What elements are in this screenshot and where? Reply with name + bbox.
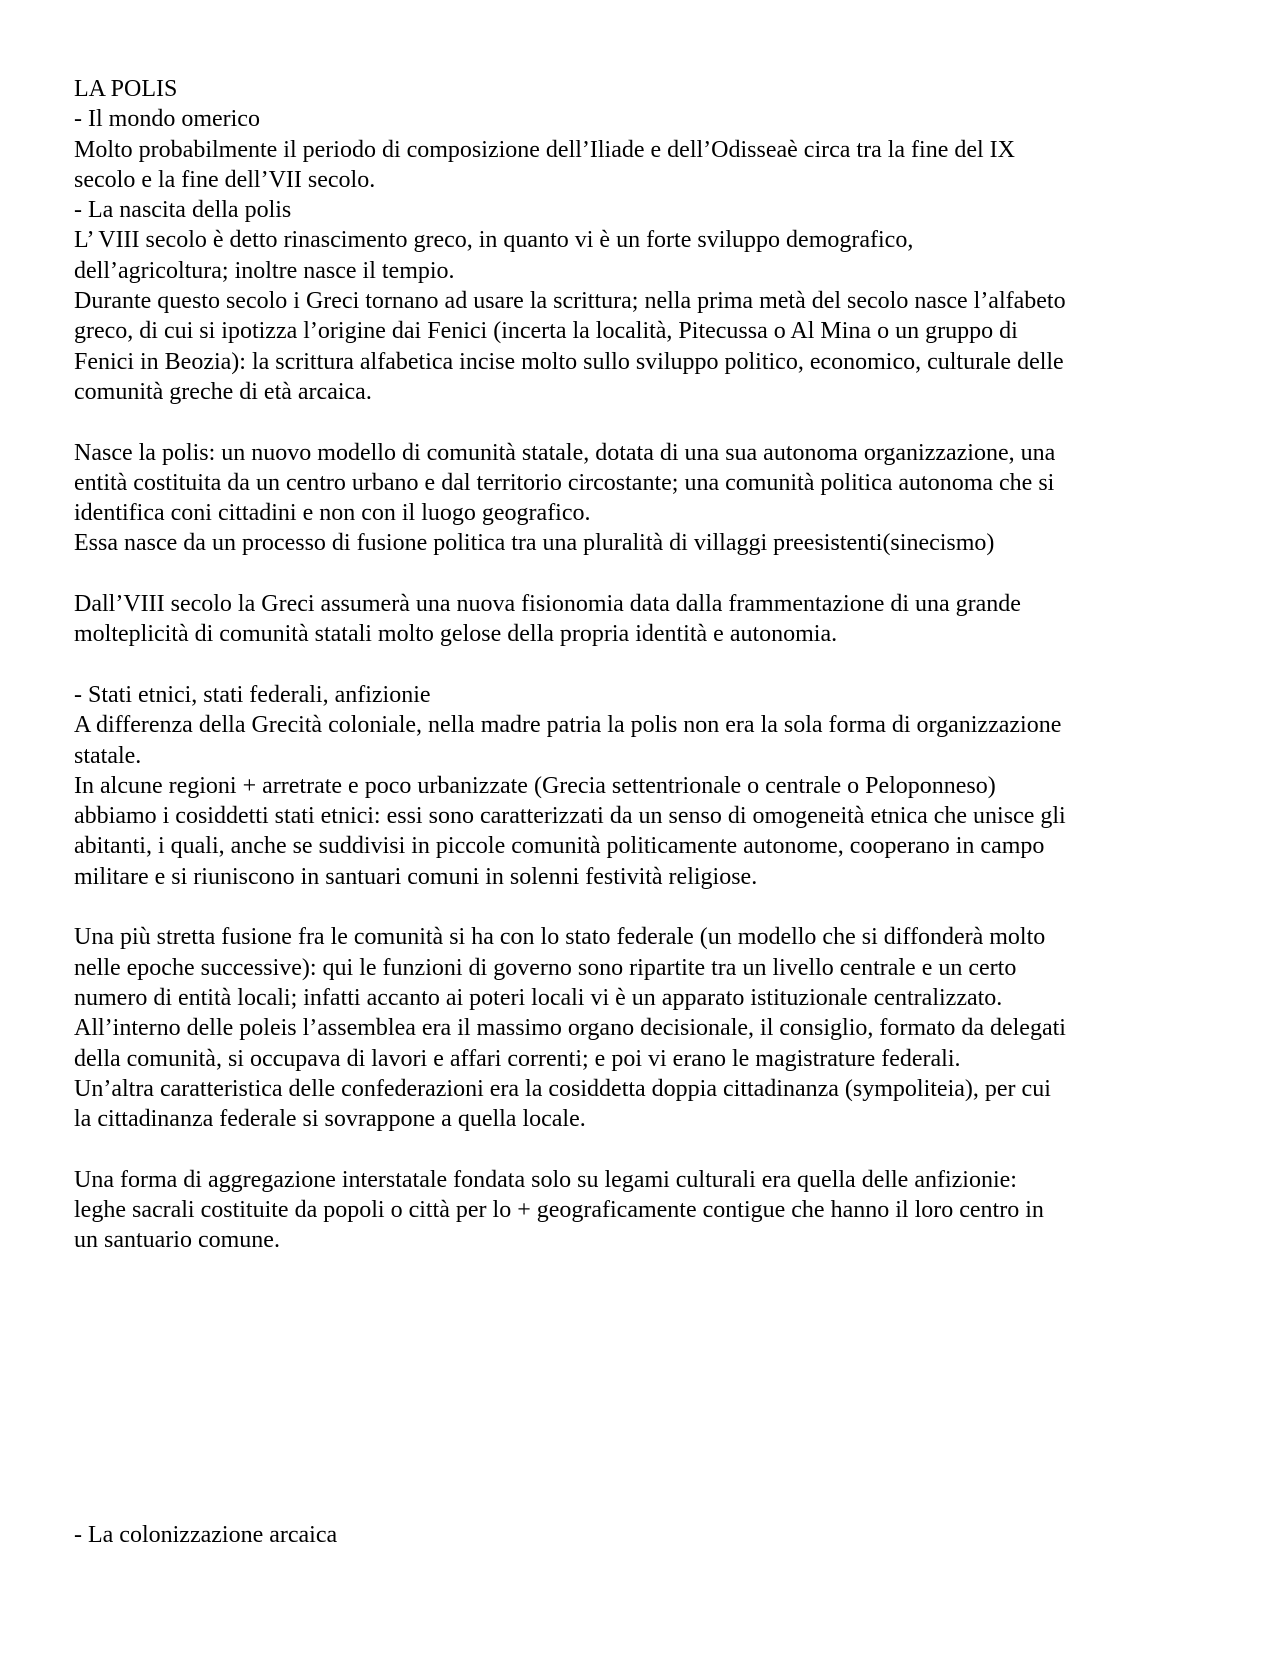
paragraph (74, 771, 1214, 892)
paragraph (74, 135, 1214, 196)
text-line: All’interno delle poleis l’assemblea era il massimo organo decisionale, il consiglio, formato da delegati (74, 1015, 1066, 1042)
text-line: nelle epoche successive): qui le funzioni di governo sono ripartite tra un livello centrale e un certo (74, 954, 1017, 981)
paragraph (74, 589, 1214, 650)
paragraph (74, 286, 1214, 407)
section-heading-stati-etnici: - Stati etnici, stati federali, anfizionie (74, 681, 431, 708)
text-line: leghe sacrali costituite da popoli o città per lo + geograficamente contigue che hanno il loro centro in (74, 1196, 1044, 1223)
blank-line (74, 1134, 1214, 1164)
text-line: Un’altra caratteristica delle confederazioni era la cosiddetta doppia cittadinanza (sympoliteia), per cui (74, 1075, 1051, 1102)
text-line: secolo e la fine dell’VII secolo. (74, 166, 376, 193)
paragraph (74, 225, 1214, 286)
text-line: Dall’VIII secolo la Greci assumerà una nuova fisionomia data dalla frammentazione di una grande (74, 591, 1021, 618)
text-line: la cittadinanza federale si sovrappone a quella locale. (74, 1106, 586, 1133)
text-line: un santuario comune. (74, 1227, 280, 1254)
section-heading-nascita-polis: - La nascita della polis (74, 197, 292, 224)
document-body (74, 74, 1214, 1256)
paragraph (74, 710, 1214, 771)
blank-line (74, 650, 1214, 680)
text-line: militare e si riuniscono in santuari comuni in solenni festività religiose. (74, 863, 758, 890)
text-line: Una più stretta fusione fra le comunità si ha con lo stato federale (un modello che si diffonderà molto (74, 924, 1046, 951)
paragraph (74, 1013, 1214, 1074)
paragraph (74, 438, 1214, 529)
section-heading-colonizzazione: - La colonizzazione arcaica (74, 1522, 338, 1548)
text-line: Durante questo secolo i Greci tornano ad usare la scrittura; nella prima metà del secolo nasce l’alfabeto (74, 288, 1066, 315)
paragraph (74, 1074, 1214, 1135)
section-heading-mondo-omerico: - Il mondo omerico (74, 106, 260, 133)
text-line: statale. (74, 742, 142, 769)
text-line: Fenici in Beozia): la scrittura alfabetica incise molto sullo sviluppo politico, economico, culturale delle (74, 348, 1064, 375)
text-line: Essa nasce da un processo di fusione politica tra una pluralità di villaggi preesistenti(sinecismo) (74, 530, 995, 557)
text-line: della comunità, si occupava di lavori e affari correnti; e poi vi erano le magistrature federali. (74, 1045, 961, 1072)
text-line: abbiamo i cosiddetti stati etnici: essi sono caratterizzati da un senso di omogeneità etnica che unisce gli (74, 803, 1066, 830)
text-line: identifica coni cittadini e non con il luogo geografico. (74, 500, 591, 527)
text-line: Molto probabilmente il periodo di composizione dell’Iliade e dell’Odisseaè circa tra la fine del IX (74, 136, 1016, 163)
text-line: L’ VIII secolo è detto rinascimento greco, in quanto vi è un forte sviluppo demografico, (74, 227, 914, 254)
blank-line (74, 892, 1214, 922)
text-line: dell’agricoltura; inoltre nasce il tempio. (74, 257, 455, 284)
text-line: numero di entità locali; infatti accanto ai poteri locali vi è un apparato istituzionale centralizzato. (74, 984, 1003, 1011)
text-line: In alcune regioni + arretrate e poco urbanizzate (Grecia settentrionale o centrale o Peloponneso) (74, 772, 996, 799)
text-line: A differenza della Grecità coloniale, nella madre patria la polis non era la sola forma di organizzazione (74, 712, 1062, 739)
text-line: Una forma di aggregazione interstatale fondata solo su legami culturali era quella delle anfizionie: (74, 1166, 1017, 1193)
blank-line (74, 559, 1214, 589)
paragraph (74, 1165, 1214, 1256)
text-line: molteplicità di comunità statali molto gelose della propria identità e autonomia. (74, 621, 838, 648)
text-line: Nasce la polis: un nuovo modello di comunità statale, dotata di una sua autonoma organizzazione, una (74, 439, 1056, 466)
text-line: abitanti, i quali, anche se suddivisi in piccole comunità politicamente autonome, cooperano in campo (74, 833, 1045, 860)
text-line: comunità greche di età arcaica. (74, 378, 372, 405)
paragraph (74, 528, 1214, 558)
text-line: greco, di cui si ipotizza l’origine dai Fenici (incerta la località, Pitecussa o Al Mina o un gruppo di (74, 318, 1018, 345)
document-title: LA POLIS (74, 76, 178, 102)
blank-line (74, 407, 1214, 437)
text-line: entità costituita da un centro urbano e dal territorio circostante; una comunità politica autonoma che si (74, 469, 1055, 496)
paragraph (74, 922, 1214, 1013)
